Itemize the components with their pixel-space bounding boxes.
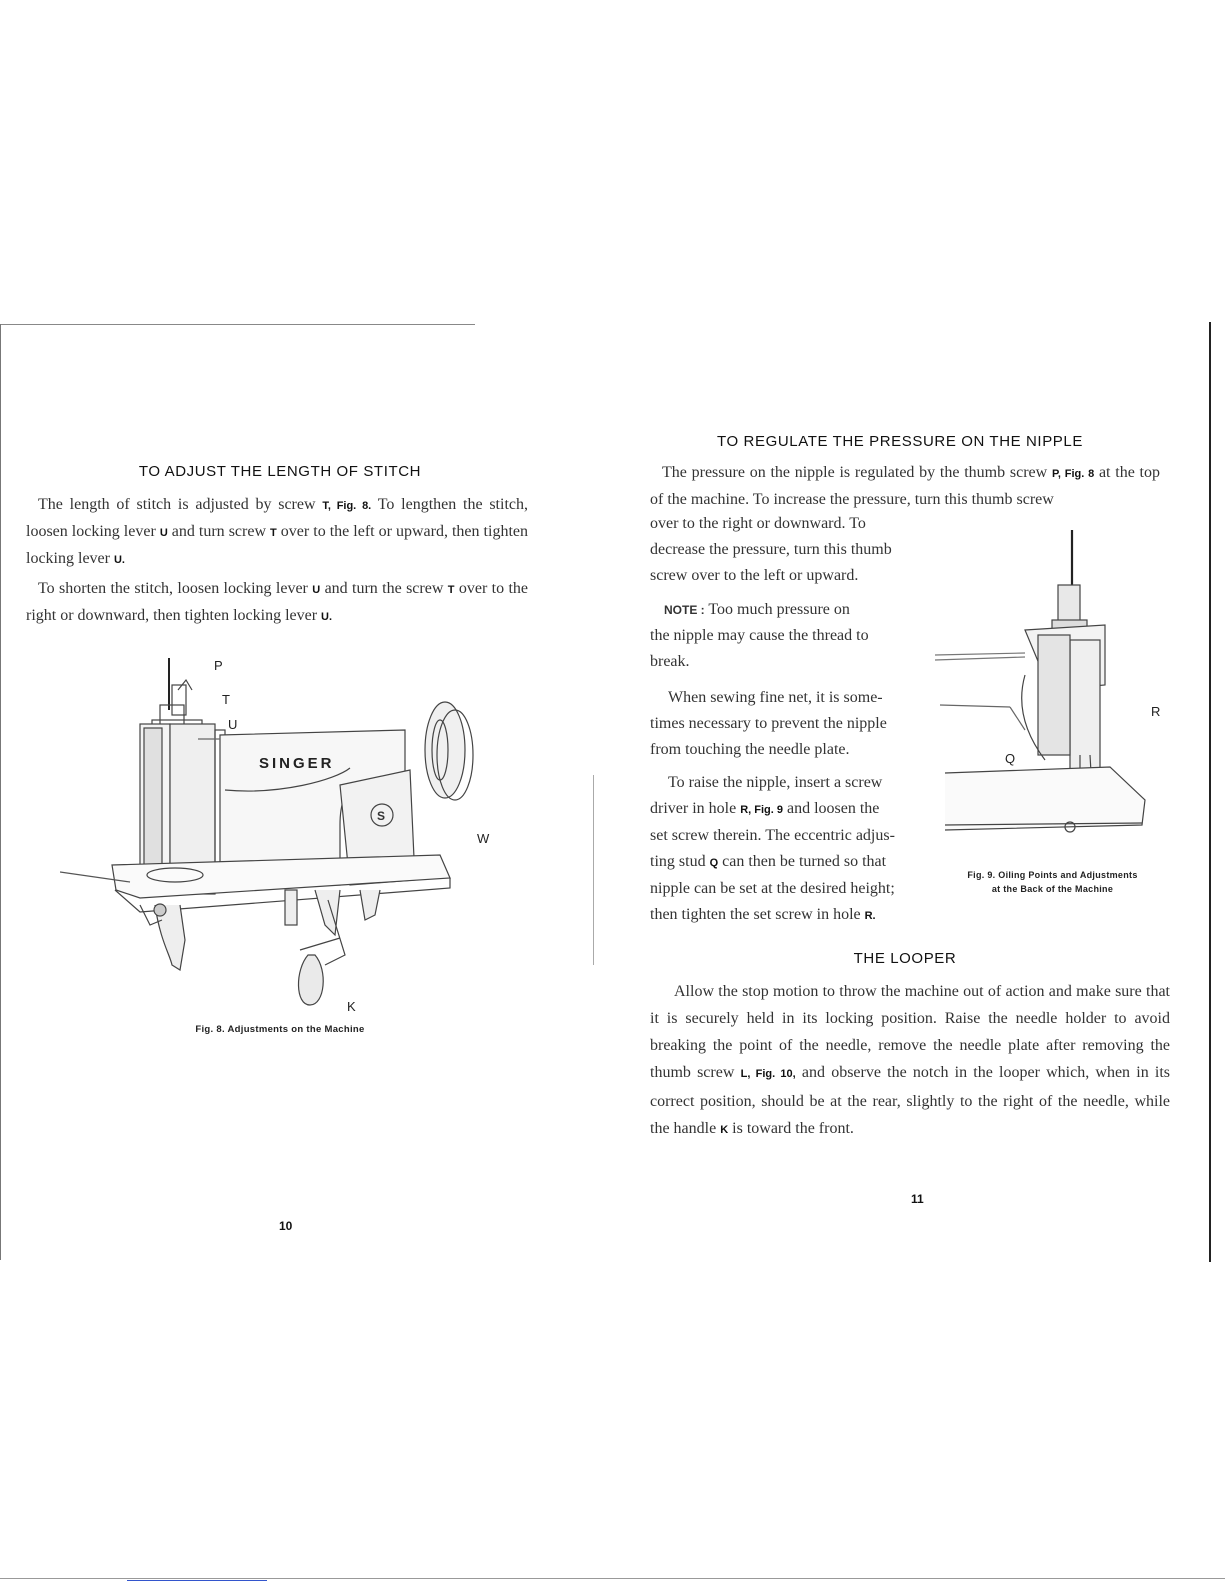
- key: U: [159, 527, 168, 539]
- center-fold-line: [593, 775, 594, 965]
- bottom-border-line: [0, 1578, 1225, 1579]
- text: driver in hole: [650, 800, 741, 817]
- looper-para: [650, 978, 1170, 1144]
- fig8-label-w: W: [477, 831, 490, 846]
- key: T: [447, 584, 455, 596]
- text: then tighten the set screw in hole: [650, 906, 865, 923]
- right-col-para: [650, 511, 910, 589]
- key: L, Fig. 10,: [740, 1068, 796, 1080]
- fig8-label-t: T: [222, 692, 230, 707]
- text-line: nipple can be set at the desired height;: [650, 880, 895, 897]
- text-line: set screw therein. The eccentric adjus-: [650, 827, 895, 844]
- left-page-number: 10: [279, 1219, 293, 1233]
- key: P, Fig. 8: [1051, 468, 1095, 480]
- key: R.: [864, 910, 876, 922]
- text-line: over to the right or downward. To: [650, 515, 866, 532]
- text: The pressure on the nipple is regulated by the thumb screw: [662, 464, 1052, 481]
- fig8-label-u: U: [228, 717, 238, 732]
- right-page-number: 11: [911, 1192, 924, 1206]
- text-line: from touching the needle plate.: [650, 741, 850, 758]
- text: The length of stitch is adjusted by screw: [38, 496, 323, 513]
- fig8-label-p: P: [214, 658, 223, 673]
- key: U.: [113, 554, 125, 566]
- right-note: [650, 597, 910, 675]
- top-border-line: [0, 324, 475, 325]
- key: T: [270, 527, 277, 539]
- text: Too much pressure on: [708, 601, 850, 618]
- key: K: [720, 1124, 729, 1136]
- key: Q: [709, 857, 719, 869]
- note-label: NOTE :: [664, 603, 705, 617]
- text: and turn the screw: [320, 580, 448, 597]
- fig8-label-k: K: [347, 999, 356, 1014]
- text: over to the left or upward, then tighten locking lever: [26, 523, 528, 567]
- text: and turn screw: [167, 523, 271, 540]
- key: R, Fig. 9: [740, 804, 783, 816]
- looper-heading: THE LOOPER: [853, 950, 957, 967]
- fig9-machine-back-illustration: [930, 525, 1170, 845]
- left-para-2: [26, 576, 528, 630]
- left-heading: TO ADJUST THE LENGTH OF STITCH: [138, 463, 422, 480]
- right-fine-net: [650, 685, 910, 763]
- text: Allow the stop motion to throw the machine out of action and make sure that it is securely held in its locking position. Raise the needle holder to avoid breaking the point of the needle, remove the needle plate after removing the thumb screw: [650, 983, 1170, 1081]
- fig8-badge-letter: S: [377, 809, 386, 823]
- text: To shorten the stitch, loosen locking lever: [38, 580, 313, 597]
- key: T, Fig. 8.: [322, 500, 372, 512]
- text-line: When sewing fine net, it is some-: [668, 689, 883, 706]
- right-border-line: [1209, 322, 1211, 1262]
- left-border-line: [0, 324, 1, 1260]
- right-heading: TO REGULATE THE PRESSURE ON THE NIPPLE: [717, 433, 1083, 450]
- text: ting stud: [650, 853, 710, 870]
- text: over to the right or downward, then tighten locking lever: [26, 580, 528, 624]
- text-line: screw over to the left or upward.: [650, 567, 859, 584]
- text-line: To raise the nipple, insert a screw: [668, 774, 883, 791]
- text: To lengthen the stitch, loosen locking lever: [26, 496, 528, 540]
- text: is toward the front.: [728, 1120, 854, 1137]
- key: U.: [321, 611, 333, 623]
- fig9-label-r: R: [1151, 704, 1161, 719]
- right-raise: [650, 770, 915, 929]
- key: U: [312, 584, 321, 596]
- caption-line: at the Back of the Machine: [991, 884, 1114, 894]
- text: can then be turned so that: [718, 853, 887, 870]
- caption-line: Fig. 9. Oiling Points and Adjustments: [967, 870, 1138, 880]
- bottom-link-line: [127, 1580, 267, 1581]
- text-line: times necessary to prevent the nipple: [650, 715, 887, 732]
- fig8-brand: SINGER: [259, 755, 335, 772]
- fig9-label-q: Q: [1005, 751, 1016, 766]
- text-line: the nipple may cause the thread to: [650, 627, 869, 644]
- right-intro: [650, 460, 1160, 513]
- text: at the top of the machine. To increase the pressure, turn this thumb screw: [650, 464, 1160, 508]
- text: and loosen the: [782, 800, 880, 817]
- fig8-caption: Fig. 8. Adjustments on the Machine: [195, 1024, 365, 1035]
- text: and observe the notch in the looper which, when in its correct position, should be at the rear, slightly to the right of the needle, while the handle: [650, 1064, 1171, 1137]
- text-line: decrease the pressure, turn this thumb: [650, 541, 892, 558]
- fig9-caption: [940, 868, 1165, 896]
- text-line: break.: [650, 653, 690, 670]
- fig8-sewing-machine-illustration: [60, 650, 500, 1020]
- left-para-1: [26, 492, 528, 573]
